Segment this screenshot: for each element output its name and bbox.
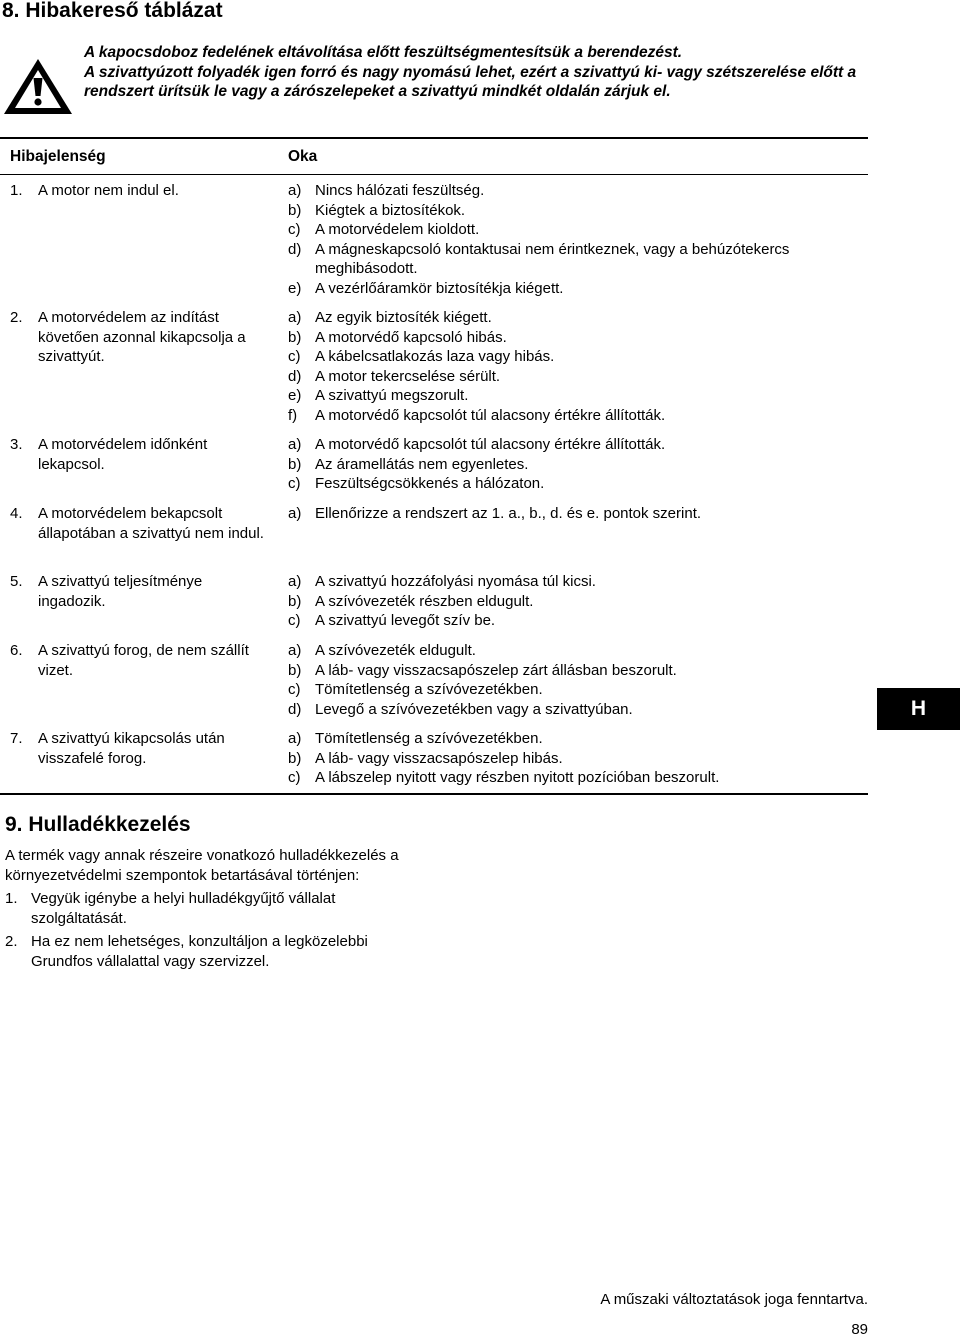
fault-cell [10,572,268,611]
cause-item [288,592,868,612]
cause-text: Az áramellátás nem egyenletes. [315,455,529,473]
cause-text: Tömítetlenség a szívóvezetékben. [315,681,543,699]
disposal-text [5,846,415,976]
cause-letter: c) [288,769,301,787]
cause-item [288,474,868,494]
warning-line-1: A kapocsdoboz fedelének eltávolítása előtt feszültségmentesítsük a berendezést. [84,44,683,61]
fault-cell [10,729,268,768]
fault-number: 4. [10,505,23,522]
cause-letter: d) [288,240,302,258]
fault-text: A szivattyú teljesítménye ingadozik. [38,573,203,610]
cause-letter: b) [288,661,302,679]
fault-number: 1. [10,182,23,199]
table-bottom-rule [0,793,868,795]
cause-text: A láb- vagy visszacsapószelep hibás. [315,749,563,767]
cause-letter: e) [288,387,302,405]
list-number: 1. [5,890,18,908]
cause-item [288,181,868,201]
cause-letter: c) [288,221,301,239]
cause-item [288,700,868,720]
cause-item [288,220,868,240]
fault-cell [10,435,268,474]
cause-item [288,201,868,221]
cause-letter: b) [288,201,302,219]
cause-letter: c) [288,475,301,493]
cause-item [288,661,868,681]
fault-cell [10,504,268,543]
cause-item [288,504,868,524]
cause-letter: b) [288,455,302,473]
cause-item [288,240,868,279]
cause-item [288,367,868,387]
fault-number: 7. [10,730,23,747]
section-8-title: 8. Hibakereső táblázat [2,0,223,22]
cause-text: A motorvédő kapcsolót túl alacsony értékre állították. [315,436,666,453]
list-number: 2. [5,933,18,951]
cause-list [288,641,868,719]
cause-letter: a) [288,642,302,659]
list-text: Ha ez nem lehetséges, konzultáljon a legközelebbi Grundfos vállalattal vagy szervizzel. [31,933,368,970]
warning-icon [2,56,74,116]
cause-text: A mágneskapcsoló kontaktusai nem érintkeznek, vagy a behúzótekercs meghibásodott. [315,240,790,278]
list-text: Vegyük igénybe a helyi hulladékgyűjtő vállalat szolgáltatását. [31,890,336,927]
cause-letter: d) [288,700,302,718]
cause-text: A szivattyú megszorult. [315,387,469,405]
fault-number: 2. [10,309,23,326]
cause-letter: a) [288,182,302,199]
cause-list [288,435,868,494]
warning-line-2: A szivattyúzott folyadék igen forró és nagy nyomású lehet, ezért a szivattyú ki- vagy szétszerelése előtt a rendszert ürítsük le vagy a zárószelepeket a szivattyú mindkét oldalán zárjuk el. [84,63,857,100]
table-header-rule [0,174,868,175]
column-header-fault: Hibajelenség [10,148,106,165]
cause-item [288,279,868,299]
cause-text: A motor tekercselése sérült. [315,367,501,385]
cause-text: A vezérlőáramkör biztosítékja kiégett. [315,279,564,297]
cause-letter: b) [288,328,302,346]
cause-item [288,328,868,348]
language-tab: H [877,688,960,730]
cause-text: A szivattyú levegőt szív be. [315,612,496,630]
cause-item [288,347,868,367]
fault-text: A motorvédelem időnként lekapcsol. [38,436,208,473]
cause-letter: c) [288,348,301,366]
warning-text [84,43,864,102]
cause-item [288,308,868,328]
disposal-intro: A termék vagy annak részeire vonatkozó hulladékkezelés a környezetvédelmi szempontok betartásával történjen: [5,847,399,884]
fault-text: A szivattyú forog, de nem szállít vizet. [38,642,249,679]
cause-text: A láb- vagy visszacsapószelep zárt állásban beszorult. [315,661,677,679]
cause-letter: b) [288,592,302,610]
disposal-list [5,889,415,971]
cause-list [288,308,868,426]
cause-item [288,572,868,592]
cause-text: Tömítetlenség a szívóvezetékben. [315,730,543,747]
list-item [5,889,415,928]
cause-letter: e) [288,279,302,297]
table-top-rule [0,137,868,139]
cause-letter: a) [288,730,302,747]
cause-letter: a) [288,573,302,590]
cause-text: A motorvédelem kioldott. [315,221,480,239]
fault-text: A motorvédelem bekapcsolt állapotában a szivattyú nem indul. [38,505,264,542]
cause-list [288,181,868,299]
fault-number: 5. [10,573,23,590]
column-header-cause: Oka [288,148,318,165]
fault-text: A szivattyú kikapcsolás után visszafelé forog. [38,730,225,767]
cause-text: Kiégtek a biztosítékok. [315,201,466,219]
cause-letter: f) [288,406,298,424]
cause-text: A szivattyú hozzáfolyási nyomása túl kicsi. [315,573,596,590]
cause-list [288,729,868,788]
cause-text: Az egyik biztosíték kiégett. [315,309,492,326]
cause-letter: a) [288,505,302,522]
cause-text: A motorvédő kapcsoló hibás. [315,328,507,346]
cause-text: Nincs hálózati feszültség. [315,182,485,199]
list-item [5,932,415,971]
fault-number: 3. [10,436,23,453]
cause-text: A szívóvezeték részben eldugult. [315,592,534,610]
cause-text: A motorvédő kapcsolót túl alacsony értékre állították. [315,406,666,424]
cause-list [288,572,868,631]
cause-item [288,680,868,700]
fault-text: A motorvédelem az indítást követően azonnal kikapcsolja a szivattyút. [38,309,246,366]
cause-letter: a) [288,436,302,453]
cause-list [288,504,868,524]
cause-item [288,749,868,769]
cause-item [288,386,868,406]
cause-item [288,768,868,788]
cause-item [288,641,868,661]
cause-item [288,406,868,426]
cause-item [288,611,868,631]
cause-letter: c) [288,681,301,699]
fault-cell [10,308,268,367]
page-number: 89 [851,1321,868,1338]
fault-number: 6. [10,642,23,659]
cause-letter: c) [288,612,301,630]
cause-letter: a) [288,309,302,326]
cause-letter: d) [288,367,302,385]
fault-cell [10,641,268,680]
fault-text: A motor nem indul el. [38,182,179,199]
cause-text: Ellenőrizze a rendszert az 1. a., b., d. és e. pontok szerint. [315,505,702,522]
cause-text: A szívóvezeték eldugult. [315,642,476,659]
footer-note: A műszaki változtatások joga fenntartva. [600,1291,868,1308]
cause-text: A lábszelep nyitott vagy részben nyitott pozícióban beszorult. [315,769,720,787]
cause-text: A kábelcsatlakozás laza vagy hibás. [315,348,555,366]
cause-letter: b) [288,749,302,767]
cause-text: Levegő a szívóvezetékben vagy a szivattyúban. [315,700,633,718]
cause-text: Feszültségcsökkenés a hálózaton. [315,475,545,493]
cause-item [288,455,868,475]
section-9-title: 9. Hulladékkezelés [5,813,191,836]
cause-item [288,435,868,455]
cause-item [288,729,868,749]
fault-cell [10,181,268,201]
